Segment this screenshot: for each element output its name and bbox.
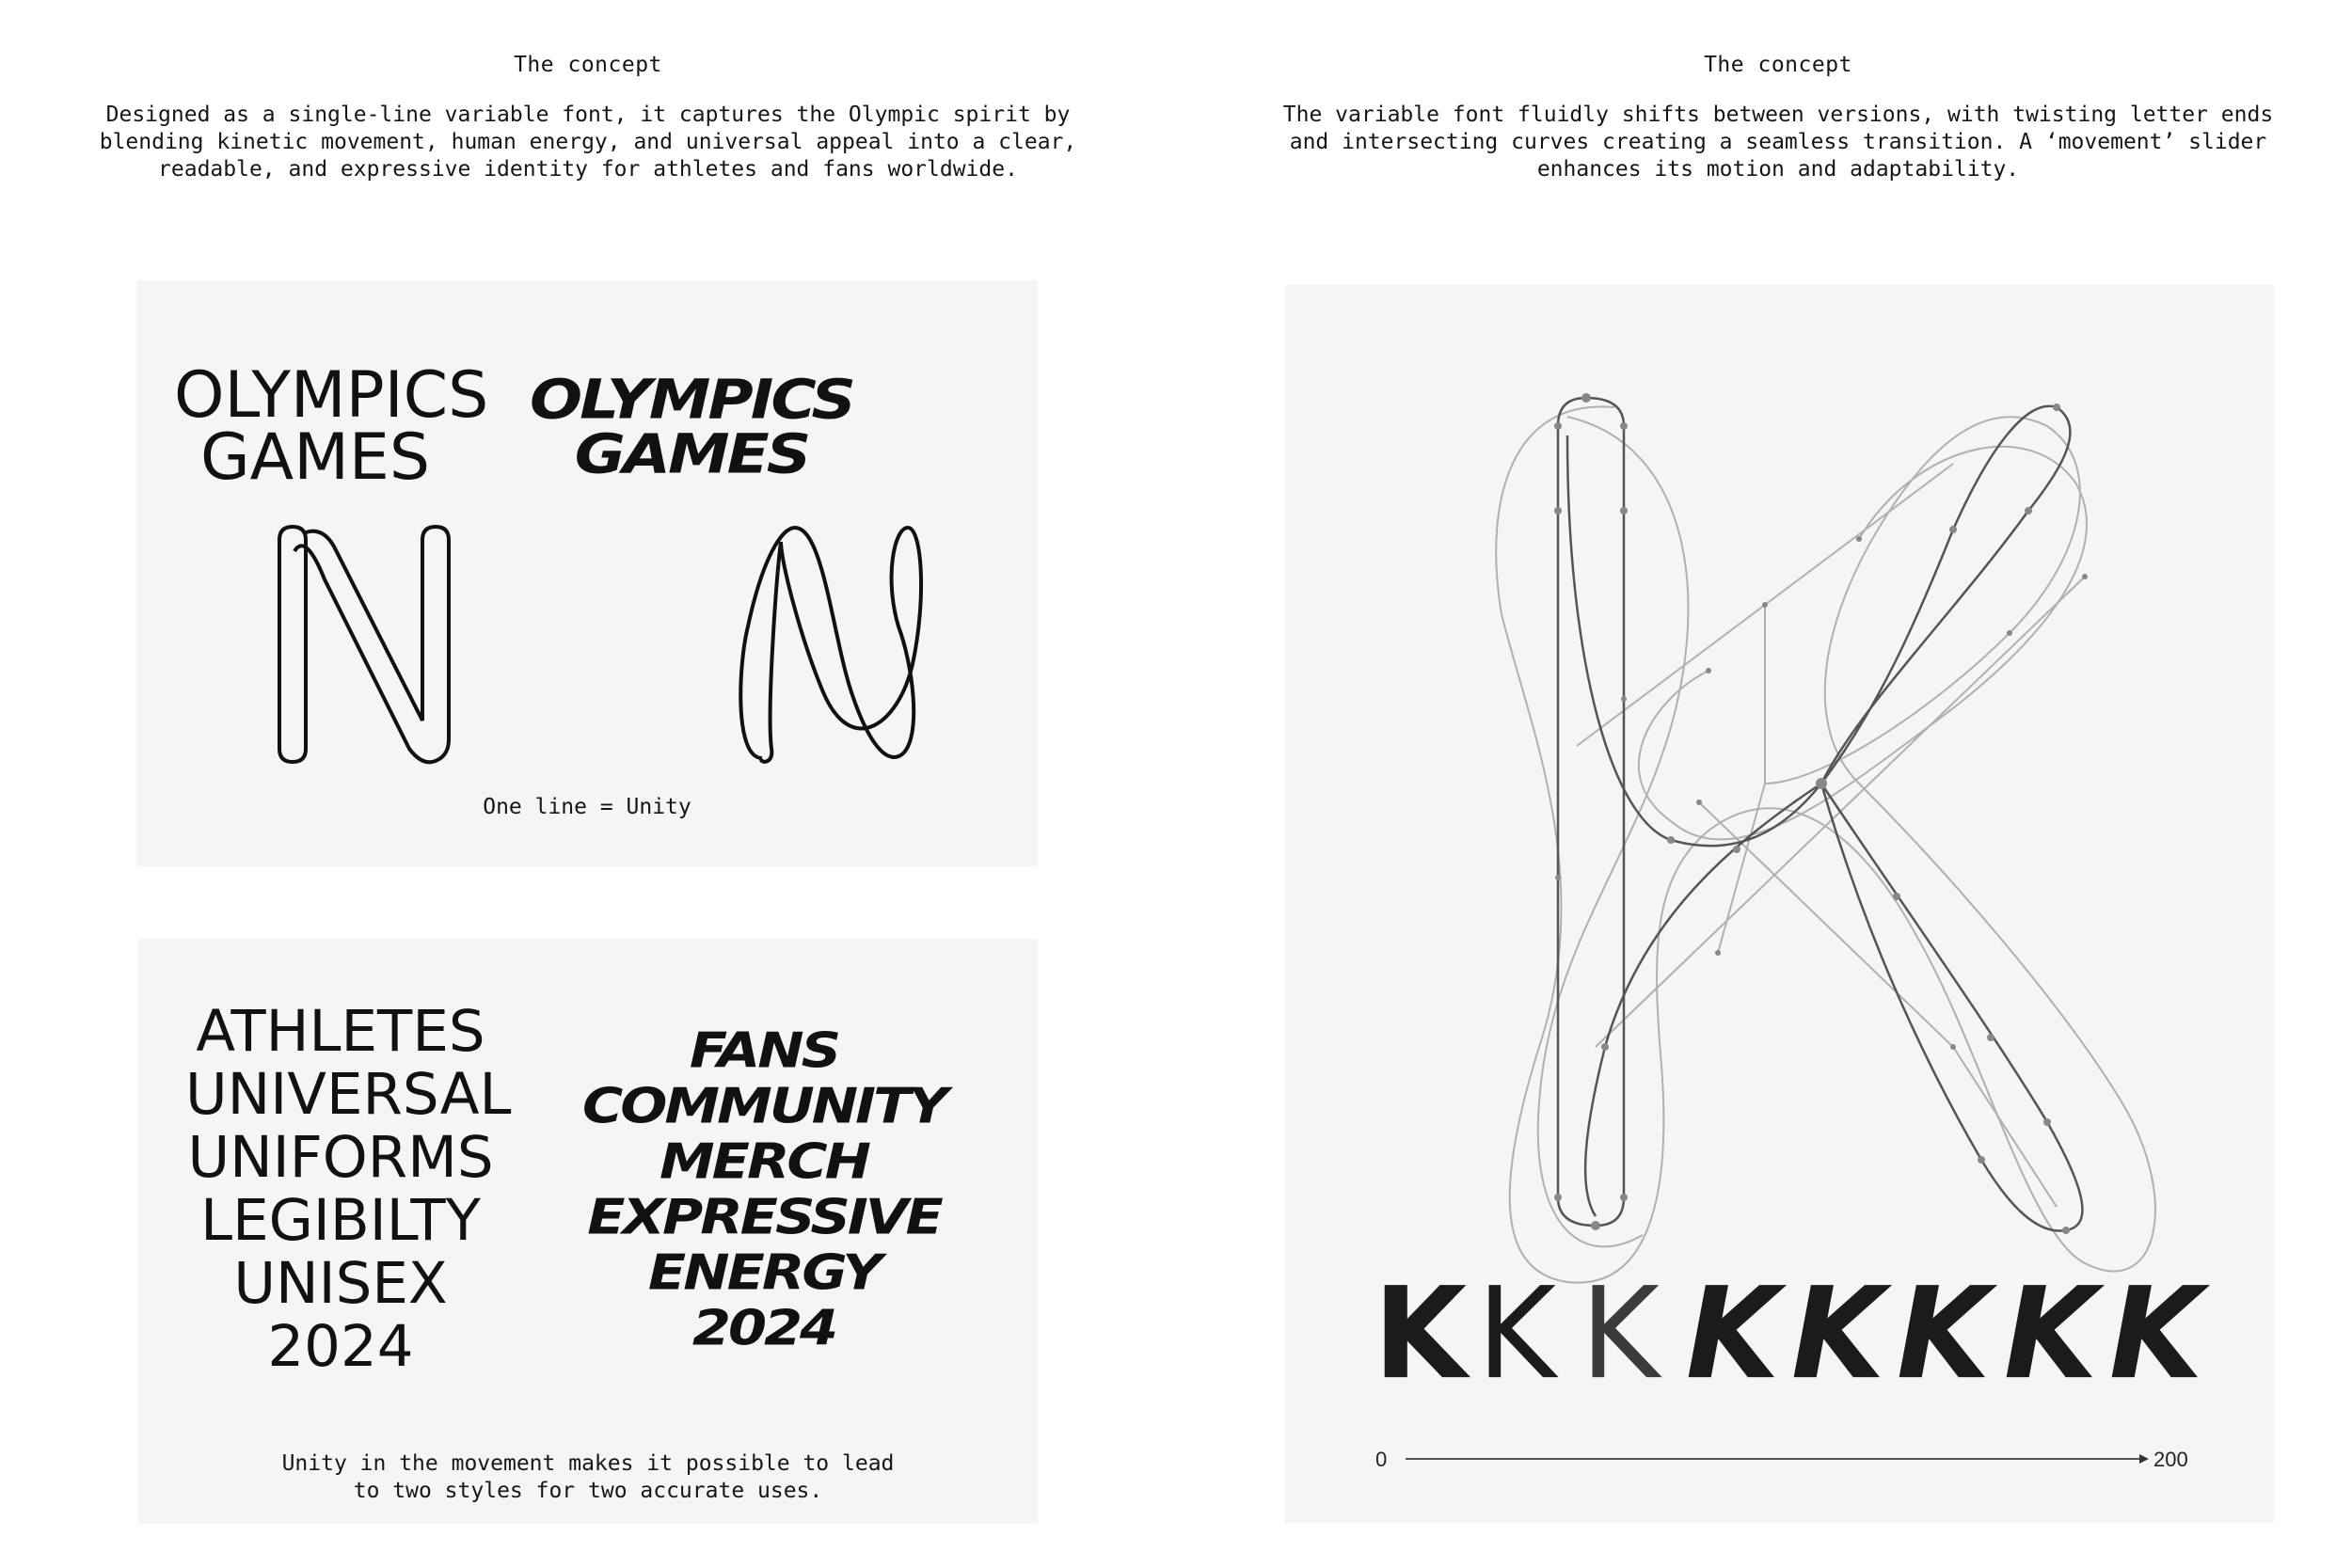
right-heading: The concept [1704,53,1852,77]
k-weight-6: K [2004,1260,2098,1408]
one-line-unity-caption: One line = Unity [483,795,691,819]
k-weight-7: K [2109,1260,2203,1408]
two-styles-panel [138,939,1038,1524]
slider-max-label: 200 [2153,1448,2188,1471]
unity-panel [136,280,1038,866]
left-paragraph: Designed as a single-line variable font, it captures the Olympic spirit by blending kinetic movement, human energy, and universal appeal into a clear, readable, and expressive identity for athletes and fans worldwide. [99,103,1077,182]
k-weight-5: K [1897,1260,1991,1408]
right-paragraph: The variable font fluidly shifts between versions, with twisting letter ends and intersecting curves creating a seamless transition. A ‘movement’ slider enhances its motion and adaptability. [1282,103,2274,182]
k-weight-1: K [1477,1260,1556,1408]
k-weight-3: K [1686,1260,1780,1408]
plain-olympics-games: OLYMPICS GAMES [174,358,489,495]
expressive-olympics-games: OLYMPICS GAMES [530,367,853,486]
k-weight-4: K [1791,1260,1885,1408]
two-styles-caption: Unity in the movement makes it possible to lead to two styles for two accurate uses. [281,1451,895,1503]
k-weight-2: K [1581,1260,1660,1408]
n-single-line-expressive-glyph [729,523,936,777]
slider-min-label: 0 [1375,1448,1388,1471]
n-single-line-plain-glyph [268,523,475,777]
plain-word-list: ATHLETES UNIVERSAL UNIFORMS LEGIBILTY UNISEX 2024 [185,998,512,1380]
expressive-word-list: FANS COMMUNITY MERCH EXPRESSIVE ENERGY 2024 [581,1022,946,1356]
k-weight-0: K [1374,1260,1468,1408]
k-construction-panel [1285,285,2274,1523]
movement-slider-track [1406,1458,2252,1460]
left-heading: The concept [514,53,662,77]
